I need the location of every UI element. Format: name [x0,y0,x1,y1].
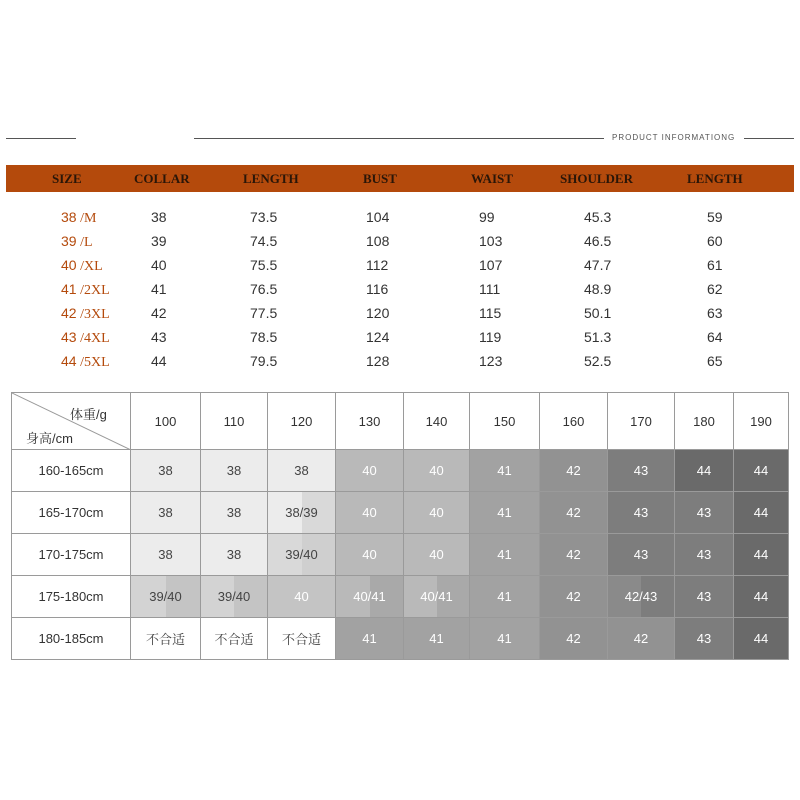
size-recommendation-cell [268,492,336,534]
size-recommendation: 38 [158,505,173,520]
size-recommendation-cell [336,534,404,576]
size-label [61,209,96,227]
size-recommendation: 40 [362,505,377,520]
size-recommendation-cell [734,534,789,576]
size-recommendation: 39/40 [217,589,251,604]
size-recommendation: 44 [753,505,769,520]
size-recommendation: 43 [696,505,712,520]
size-recommendation-cell [734,450,789,492]
header-waist: WAIST [471,171,513,186]
header-length: LENGTH [243,171,299,186]
size-recommendation-cell [540,534,608,576]
size-cell-length2: 65 [707,353,723,369]
fit-chart-row [12,492,789,534]
size-cell-collar: 38 [151,209,167,225]
size-letter: /2XL [80,283,110,298]
size-recommendation-cell [470,492,540,534]
size-label [61,257,103,275]
size-cell-bust: 104 [366,209,390,225]
size-recommendation: 38 [226,463,242,478]
size-cell-collar: 41 [151,281,167,297]
size-cell-bust: 116 [366,281,389,297]
size-recommendation: 41 [362,631,377,646]
size-cell-length2: 62 [707,281,723,297]
size-cell-length2: 63 [707,305,723,321]
size-letter: /4XL [80,331,110,346]
size-recommendation: 42 [566,589,581,604]
size-cell-bust: 128 [366,353,390,369]
fit-chart [11,392,789,660]
size-cell-length2: 59 [707,209,723,225]
size-cell-collar: 42 [151,305,167,321]
size-recommendation-cell [675,534,734,576]
size-row [0,279,800,299]
size-row [0,255,800,275]
size-recommendation-cell [131,534,201,576]
header-length-2: LENGTH [687,171,743,186]
size-recommendation-cell [404,450,470,492]
size-label [61,353,110,371]
size-recommendation: 41 [497,631,512,646]
size-recommendation-cell [608,492,675,534]
height-range: 180-185cm [12,618,131,660]
size-cell-bust: 108 [366,233,390,249]
size-recommendation-cell [268,618,336,660]
size-recommendation-cell [470,534,540,576]
size-cell-bust: 120 [366,305,390,321]
size-row [0,351,800,371]
size-cell-shoulder: 50.1 [584,305,612,321]
size-letter: /M [80,211,97,226]
size-recommendation: 38/39 [285,505,318,520]
size-label [61,329,110,347]
weight-header: 170 [608,393,675,450]
size-recommendation: 43 [633,463,649,478]
header-size: SIZE [52,171,82,186]
size-cell-shoulder: 48.9 [584,281,612,297]
weight-header: 120 [268,393,336,450]
header-collar: COLLAR [134,171,190,186]
weight-header: 190 [734,393,789,450]
size-cell-length: 74.5 [250,233,278,249]
size-recommendation: 不合适 [281,632,321,647]
weight-header: 180 [675,393,734,450]
size-recommendation: 44 [696,463,712,478]
size-recommendation-cell [470,450,540,492]
size-cell-waist: 115 [479,305,502,321]
weight-header: 150 [470,393,540,450]
size-number: 42 [61,305,77,321]
size-recommendation-cell [201,618,268,660]
size-cell-shoulder: 51.3 [584,329,612,345]
size-recommendation-cell [608,534,675,576]
height-range: 170-175cm [12,534,131,576]
size-recommendation-cell [675,576,734,618]
size-recommendation-cell [540,492,608,534]
size-cell-waist: 107 [479,257,503,273]
divider-right [744,138,794,139]
size-recommendation: 42 [566,631,581,646]
size-cell-length2: 61 [707,257,723,273]
size-recommendation: 44 [753,631,769,646]
size-cell-length: 78.5 [250,329,278,345]
size-recommendation: 不合适 [214,632,254,647]
size-recommendation-cell [201,492,268,534]
size-recommendation-cell [201,534,268,576]
size-row [0,327,800,347]
size-cell-length: 76.5 [250,281,278,297]
size-recommendation-cell [734,576,789,618]
size-recommendation-cell [268,450,336,492]
size-recommendation: 40/41 [420,589,453,604]
size-cell-bust: 112 [366,257,389,273]
size-cell-collar: 39 [151,233,167,249]
size-recommendation: 40 [362,547,377,562]
size-cell-length: 75.5 [250,257,278,273]
height-range: 165-170cm [12,492,131,534]
fit-chart-row [12,576,789,618]
size-recommendation: 42 [566,547,581,562]
size-cell-collar: 43 [151,329,167,345]
height-label: 身高/cm [26,431,73,446]
size-recommendation: 40 [429,547,444,562]
size-recommendation-cell [470,576,540,618]
size-recommendation-cell [540,576,608,618]
size-recommendation-cell [734,618,789,660]
size-letter: /5XL [80,355,110,370]
size-cell-waist: 103 [479,233,503,249]
size-label [61,233,93,251]
size-recommendation-cell [675,618,734,660]
size-number: 41 [61,281,77,297]
header-bust: BUST [363,171,397,186]
size-recommendation-cell [608,450,675,492]
size-recommendation: 38 [226,547,242,562]
size-cell-bust: 124 [366,329,390,345]
size-row [0,303,800,323]
size-recommendation: 42 [633,631,649,646]
size-letter: /XL [80,259,103,274]
size-recommendation: 43 [696,631,712,646]
size-letter: /L [80,235,93,250]
size-recommendation: 41 [497,463,512,478]
size-number: 39 [61,233,77,249]
weight-header: 160 [540,393,608,450]
height-range: 175-180cm [12,576,131,618]
size-recommendation-cell [675,492,734,534]
size-recommendation-cell [404,534,470,576]
size-recommendation-cell [268,576,336,618]
size-cell-waist: 111 [479,281,501,297]
divider-left [6,138,76,139]
size-recommendation: 43 [696,547,712,562]
size-cell-length: 77.5 [250,305,278,321]
size-cell-length: 73.5 [250,209,278,225]
fit-chart-header-row [12,393,789,450]
fit-chart-row [12,450,789,492]
size-recommendation-cell [608,576,675,618]
size-recommendation: 40/41 [353,589,386,604]
size-recommendation-cell [675,450,734,492]
size-number: 43 [61,329,77,345]
size-cell-shoulder: 46.5 [584,233,612,249]
weight-header: 130 [336,393,404,450]
size-recommendation: 38 [158,547,173,562]
size-recommendation: 44 [753,463,769,478]
size-cell-length2: 60 [707,233,723,249]
size-cell-shoulder: 47.7 [584,257,612,273]
size-recommendation: 41 [497,547,512,562]
size-recommendation: 43 [696,589,712,604]
size-label [61,281,110,299]
size-recommendation: 42 [566,505,581,520]
size-recommendation-cell [131,618,201,660]
size-number: 40 [61,257,77,273]
size-cell-length2: 64 [707,329,723,345]
size-label [61,305,110,323]
size-recommendation: 43 [633,547,649,562]
size-recommendation: 38 [294,463,309,478]
size-recommendation: 不合适 [145,632,185,647]
size-recommendation: 40 [362,463,377,478]
size-cell-waist: 119 [479,329,502,345]
size-recommendation: 43 [633,505,649,520]
size-recommendation-cell [404,492,470,534]
fit-chart-row [12,618,789,660]
size-recommendation: 40 [429,505,444,520]
size-recommendation: 44 [753,589,769,604]
size-recommendation-cell [336,618,404,660]
weight-header: 110 [201,393,268,450]
size-cell-shoulder: 52.5 [584,353,612,369]
size-cell-waist: 123 [479,353,503,369]
size-recommendation-cell [540,450,608,492]
size-recommendation-cell [201,576,268,618]
fit-chart-row [12,534,789,576]
size-recommendation-cell [734,492,789,534]
size-recommendation-cell [608,618,675,660]
size-recommendation-cell [540,618,608,660]
size-recommendation: 42 [566,463,581,478]
weight-header: 140 [404,393,470,450]
size-recommendation: 42/43 [624,589,658,604]
weight-label: 体重/g [70,407,107,422]
header-shoulder: SHOULDER [560,171,633,186]
size-recommendation: 41 [429,631,444,646]
size-recommendation-cell [404,618,470,660]
size-recommendation: 39/40 [149,589,182,604]
size-number: 44 [61,353,77,369]
divider-center [194,138,604,139]
size-recommendation: 44 [753,547,769,562]
size-cell-waist: 99 [479,209,495,225]
size-cell-collar: 40 [151,257,167,273]
size-recommendation-cell [131,492,201,534]
size-cell-length: 79.5 [250,353,278,369]
size-cell-shoulder: 45.3 [584,209,612,225]
size-recommendation: 41 [497,589,512,604]
size-recommendation: 38 [158,463,173,478]
size-row [0,231,800,251]
section-caption: PRODUCT INFORMATIONG [612,133,736,142]
corner-cell [12,393,131,450]
size-recommendation: 40 [429,463,444,478]
size-recommendation-cell [201,450,268,492]
size-recommendation-cell [336,492,404,534]
size-cell-collar: 44 [151,353,167,369]
size-recommendation-cell [336,450,404,492]
size-recommendation-cell [131,450,201,492]
size-recommendation-cell [268,534,336,576]
size-recommendation: 40 [294,589,309,604]
size-table-header [6,165,794,192]
size-recommendation-cell [470,618,540,660]
size-recommendation: 39/40 [285,547,318,562]
size-letter: /3XL [80,307,110,322]
size-number: 38 [61,209,77,225]
size-recommendation: 41 [497,505,512,520]
height-range: 160-165cm [12,450,131,492]
size-recommendation: 38 [226,505,242,520]
size-recommendation-cell [404,576,470,618]
weight-header: 100 [131,393,201,450]
size-recommendation-cell [131,576,201,618]
size-row [0,207,800,227]
size-recommendation-cell [336,576,404,618]
